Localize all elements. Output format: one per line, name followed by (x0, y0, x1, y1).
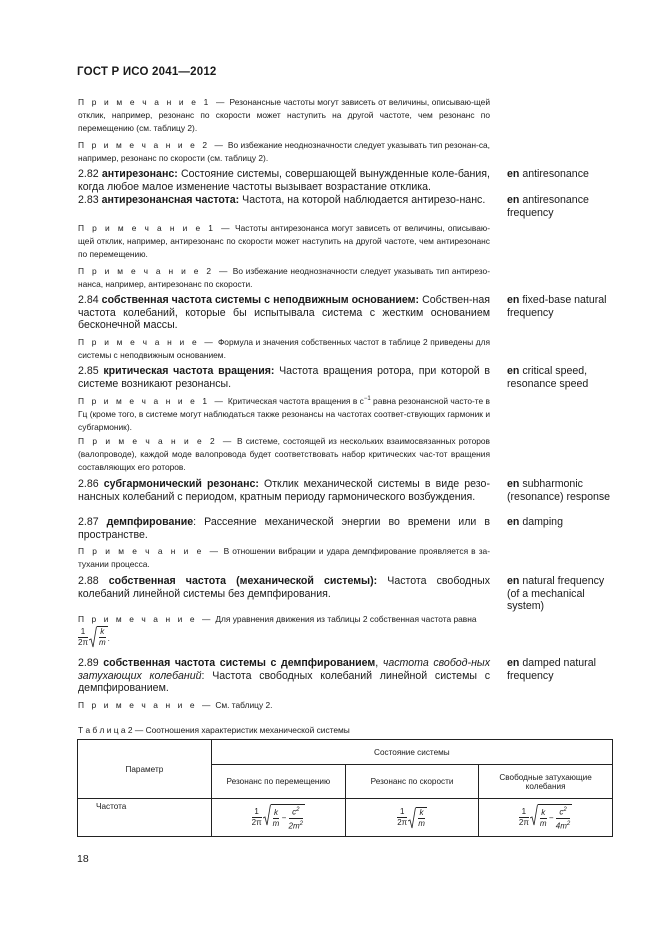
note-2-89 (78, 699, 490, 712)
entry-term: собственная частота системы с демпфированием (103, 657, 376, 669)
note-2-85-1 (78, 393, 490, 434)
entry-term: критическая частота вращения: (103, 365, 275, 377)
note-2-85-2 (78, 435, 490, 474)
note-label: П р и м е ч а н и е — (78, 700, 213, 710)
entry-2-84 (78, 294, 490, 332)
header-displacement-resonance: Резонанс по перемещению (211, 765, 345, 799)
row-frequency-label: Частота (78, 799, 212, 837)
entry-definition: Частота свободных колебаний линейной системы без демпфирования. (78, 575, 490, 600)
en-term-2-88 (507, 575, 619, 613)
numerator: k (541, 807, 546, 817)
header-velocity-resonance: Резонанс по скорости (345, 765, 478, 799)
denominator: m (272, 818, 280, 828)
en-prefix: en (507, 516, 520, 528)
entry-number: 2.84 (78, 294, 99, 306)
note-text: Критическая частота вращения в с (227, 395, 364, 406)
table-caption (78, 724, 350, 737)
minus-sign: − (281, 813, 287, 823)
note-text: Во избежание неоднозначности следует указывать тип резонан-са, например, резонанс по скорости (см. таблицу 2). (78, 140, 490, 163)
entry-number: 2.88 (78, 575, 99, 587)
note-text: Во избежание неоднозначности следует указывать тип антирезо-нанса, например, антирезонанс по скорости. (78, 266, 490, 289)
note-label: П р и м е ч а н и е 2 — (78, 266, 230, 276)
denominator: 2π (78, 637, 88, 647)
entry-number: 2.89 (78, 657, 99, 669)
note-label: П р и м е ч а н и е 1 — (78, 395, 226, 406)
natural-frequency-formula (78, 626, 110, 648)
entry-definition: Состояние системы, совершающей вынужденные коле-бания, когда любое малое изменение частоты вызывает возрастание отклика. (78, 168, 490, 193)
en-term-2-83 (507, 194, 619, 219)
en-term-2-85 (507, 365, 619, 390)
denominator: m (539, 818, 547, 828)
note-text: Для уравнения движения из таблицы 2 собственная частота равна (215, 614, 477, 624)
period: . (107, 634, 110, 644)
numerator: k (100, 627, 105, 636)
header-damped-free-vibration: Свободные затухающие колебания (479, 765, 613, 799)
entry-term: демпфирование (106, 516, 194, 528)
note-label: П р и м е ч а н и е — (78, 614, 213, 624)
en-term: damped natural frequency (507, 657, 596, 682)
entry-term: антирезонансная частота: (101, 194, 240, 206)
exponent: 2 (299, 820, 303, 827)
note-2-88 (78, 613, 490, 626)
en-prefix: en (507, 657, 520, 669)
entry-term: собственная частота системы с неподвижным основанием: (101, 294, 420, 306)
note-label: П р и м е ч а н и е — (78, 337, 216, 347)
entry-definition: Отклик механической системы в виде резо-нансных колебаний с периодом, кратным периоду гармонического возбуждения. (78, 478, 490, 503)
note-text: В отношении вибрации и удара демпфирование проявляется в за-тухании процесса. (78, 546, 491, 569)
note-label: П р и м е ч а н и е 1 — (78, 223, 233, 233)
entry-definition: : Частота свободных колебаний линейной системы с демпфированием. (78, 669, 490, 694)
page-number: 18 (77, 853, 89, 865)
note-text: См. таблицу 2. (215, 700, 273, 710)
numerator: 1 (519, 807, 529, 818)
denominator: 2π (251, 818, 262, 827)
en-term: critical speed, resonance speed (507, 365, 589, 390)
denominator: 2π (518, 818, 529, 827)
numerator: 1 (78, 627, 88, 638)
entry-number: 2.83 (78, 194, 99, 206)
note-label: П р и м е ч а н и е — (78, 546, 221, 556)
formula-damped (479, 799, 613, 837)
numerator: 1 (397, 807, 407, 818)
en-prefix: en (507, 294, 520, 306)
note-text: В системе, состоящей из нескольких взаимосвязанных роторов (валопроводе), каждой моде валопровода будет соответствовать набор критических час-тот вращения составляющих его роторов. (78, 436, 490, 472)
radical-sign (530, 804, 538, 826)
en-term-2-87 (507, 516, 619, 529)
note-resonance-1 (78, 96, 490, 135)
entry-2-87 (78, 516, 490, 541)
note-label: П р и м е ч а н и е 1 — (78, 97, 227, 107)
formula-displacement (211, 799, 345, 837)
entry-definition: Собствен-ная частота колебаний, которые бы испытывала система с жестким основанием бесконечной массы. (78, 294, 490, 331)
entry-2-86 (78, 478, 490, 503)
sqrt-expression (263, 804, 305, 831)
symbol-c: c (559, 807, 564, 817)
sqrt-k-over-m (89, 626, 108, 648)
entry-term: антирезонанс: (101, 168, 178, 180)
note-2-83-2 (78, 265, 490, 291)
note-resonance-2 (78, 139, 490, 165)
note-label: П р и м е ч а н и е 2 — (78, 436, 234, 446)
entry-term: субгармонический резонанс: (103, 478, 259, 490)
entry-2-89: 2.89 собственная частота системы с демпфированием, частота свобод-ных затухающих колебаний: Частота свободных колебаний линейной системы с демпфированием. (78, 657, 490, 694)
entry-number: 2.82 (78, 168, 99, 180)
entry-2-85 (78, 365, 490, 390)
note-text: Частоты антирезонанса могут зависеть от величины, описываю-щей отклик, например, антирезонанс по скорости может наступить на другой частоте, чем антирезонанс по перемещению. (78, 223, 490, 259)
en-term: antiresonance frequency (507, 194, 589, 219)
entry-number: 2.85 (78, 365, 99, 377)
table-2 (77, 739, 613, 837)
entry-2-82 (78, 168, 490, 193)
denominator: m (418, 818, 425, 828)
page-header: ГОСТ Р ИСО 2041—2012 (77, 66, 217, 78)
entry-2-88 (78, 575, 490, 600)
sqrt-expression (530, 804, 572, 831)
en-term: subharmonic (resonance) response (507, 478, 611, 503)
en-term-2-82 (507, 168, 619, 181)
en-prefix: en (507, 575, 520, 587)
minus-sign: − (548, 813, 554, 823)
entry-number: 2.87 (78, 516, 99, 528)
radical-sign (408, 807, 416, 829)
radical-sign (263, 804, 271, 826)
numerator: 1 (252, 807, 262, 818)
entry-term: собственная частота (механической системы): (108, 575, 378, 587)
en-term-2-89 (507, 657, 619, 682)
entry-2-83 (78, 194, 490, 207)
entry-number: 2.86 (78, 478, 99, 490)
en-prefix: en (507, 365, 520, 377)
en-term: natural frequency (of a mechanical system) (507, 575, 605, 612)
en-prefix: en (507, 168, 520, 180)
en-term: fixed-base natural frequency (507, 294, 607, 319)
formula-velocity (345, 799, 478, 837)
exponent: 2 (563, 806, 567, 813)
en-term-2-84 (507, 294, 619, 319)
denominator: m (98, 638, 106, 647)
note-text: Формула и значения собственных частот в таблице 2 приведены для системы с неподвижным основанием. (78, 337, 491, 360)
en-prefix: en (507, 194, 520, 206)
entry-definition: Частота вращения ротора, при которой в системе возникают резонансы. (78, 365, 491, 390)
entry-definition: Частота, на которой наблюдается антирезо-нанс. (242, 194, 486, 206)
sqrt-expression (408, 807, 427, 829)
en-term: damping (522, 516, 563, 528)
note-2-87 (78, 545, 490, 571)
entry-synonym: частота свобод-ных затухающих колебаний (78, 657, 490, 682)
symbol-2m: 2m (288, 821, 300, 831)
numerator: k (419, 807, 424, 817)
note-2-83-1 (78, 222, 490, 261)
symbol-4m: 4m (555, 821, 567, 831)
note-label: П р и м е ч а н и е 2 — (78, 140, 226, 150)
radical-sign (89, 626, 97, 648)
exponent: 2 (296, 806, 300, 813)
header-parameter: Параметр (78, 740, 212, 799)
note-text: Резонансные частоты могут зависеть от величины, описываю-щей отклик, например, резонанс по скорости может наступить на другой частоте, чем резонанс по перемещению (см. таблицу 2). (78, 97, 490, 133)
denominator: 2π (397, 818, 408, 827)
caption-text: Т а б л и ц а 2 — Соотношения характеристик механической системы (78, 725, 350, 735)
en-prefix: en (507, 478, 520, 490)
fraction-one-over-two-pi (78, 627, 88, 648)
numerator: k (273, 807, 278, 817)
note-text-cont: равна резонансной часто-те в Гц (кроме того, в системе могут наблюдаться также резонансы на частотах соответ-ствующих гармоник и субгармоник). (78, 395, 490, 432)
symbol-c: c (292, 807, 297, 817)
note-2-84 (78, 336, 490, 362)
header-system-state: Состояние системы (211, 740, 612, 765)
en-term-2-86 (507, 478, 619, 503)
exponent: 2 (566, 820, 571, 827)
entry-definition: : Рассеяние механической энергии во времени или в пространстве. (78, 516, 490, 541)
note-superscript: −1 (363, 396, 371, 402)
en-term: antiresonance (522, 168, 589, 180)
